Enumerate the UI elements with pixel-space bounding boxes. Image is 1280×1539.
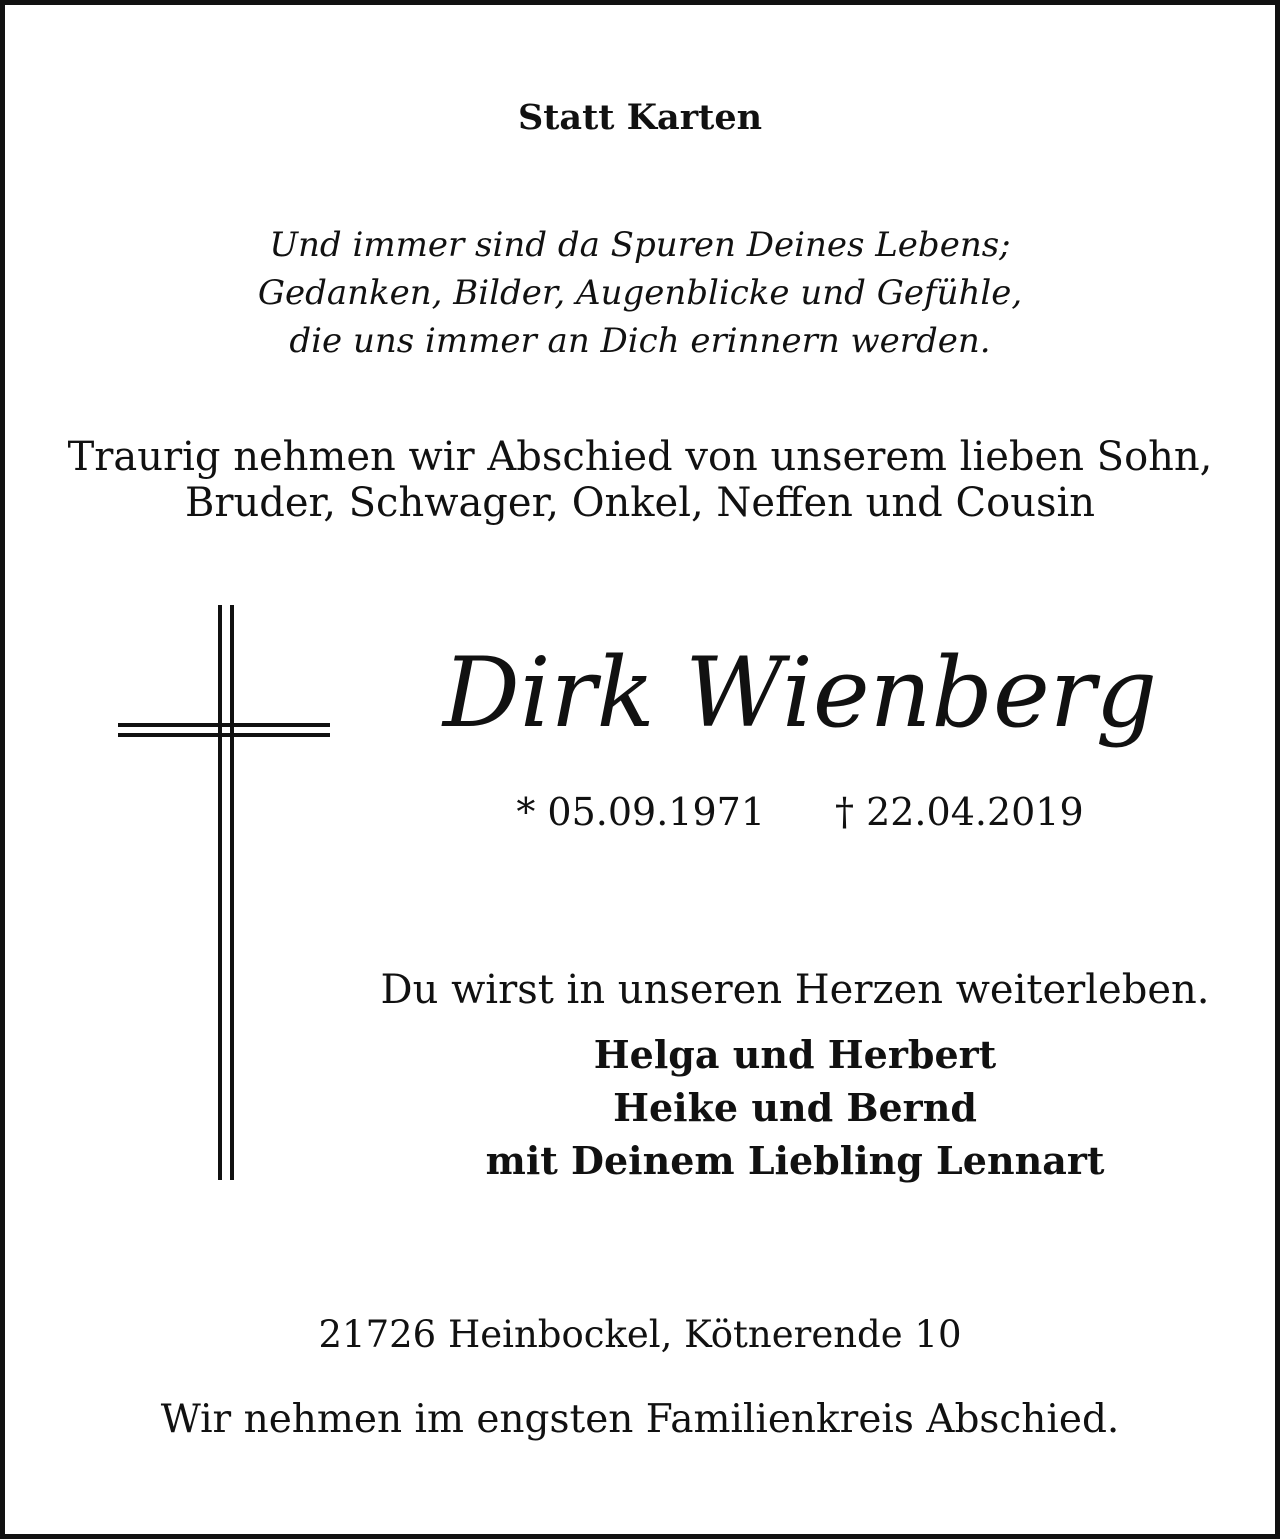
cross-icon: [110, 605, 340, 1180]
closing-line: Du wirst in unseren Herzen weiterleben.: [380, 967, 1210, 1013]
intro-line-1: Traurig nehmen wir Abschied von unserem lieben Sohn,: [67, 434, 1213, 480]
death-date: † 22.04.2019: [835, 790, 1084, 834]
birth-date: * 05.09.1971: [516, 790, 765, 834]
motto-line-1: Und immer sind da Spuren Deines Lebens;: [269, 225, 1011, 265]
deceased-name: Dirk Wienberg: [442, 637, 1158, 749]
motto-line-2: Gedanken, Bilder, Augenblicke und Gefühle,: [257, 273, 1023, 313]
motto-line-3: die uns immer an Dich erinnern werden.: [289, 321, 991, 361]
life-dates: [460, 790, 1140, 834]
signer-line-3: mit Deinem Liebling Lennart: [485, 1138, 1105, 1183]
signer-line-1: Helga und Herbert: [593, 1032, 997, 1077]
intro-line-2: Bruder, Schwager, Onkel, Neffen und Cousin: [184, 480, 1096, 526]
address: 21726 Heinbockel, Kötnerende 10: [318, 1313, 962, 1356]
farewell-note: Wir nehmen im engsten Familienkreis Abschied.: [160, 1397, 1120, 1442]
header-statt-karten: Statt Karten: [517, 97, 763, 138]
signer-line-2: Heike und Bernd: [613, 1085, 977, 1130]
